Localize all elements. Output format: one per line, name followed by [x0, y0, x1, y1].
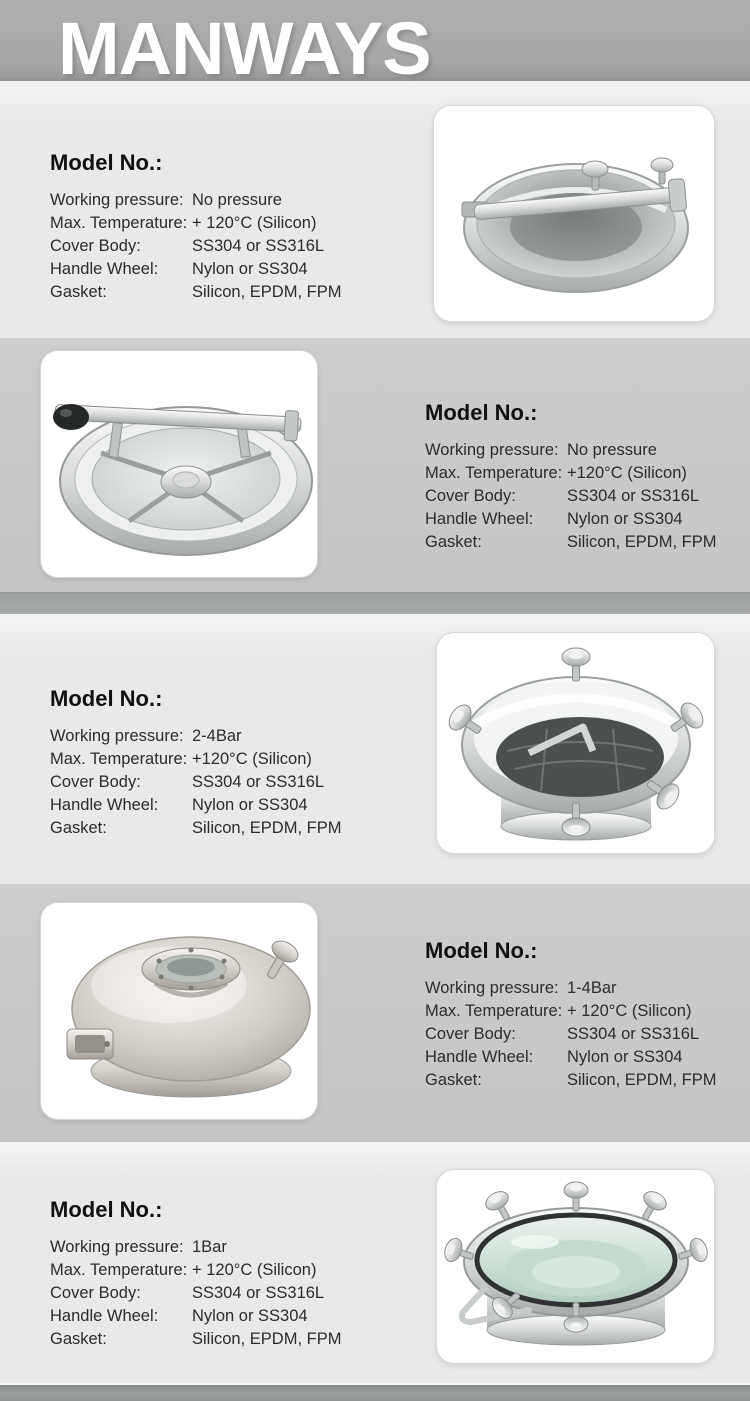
spec-label: Gasket: — [50, 1330, 107, 1348]
spec-label: Cover Body: — [50, 237, 141, 255]
model-no-heading: Model No.: — [50, 150, 163, 175]
spec-label: Cover Body: — [425, 1025, 516, 1043]
spec-label: Gasket: — [425, 533, 482, 551]
spec-value: SS304 or SS316L — [567, 1025, 700, 1043]
spec-label: Max. Temperature: — [425, 464, 563, 482]
spec-label: Cover Body: — [50, 1284, 141, 1302]
spec-label: Working pressure: — [425, 979, 559, 997]
spec-table — [50, 189, 341, 304]
spec-label: Handle Wheel: — [50, 1307, 159, 1325]
model-no-heading: Model No.: — [50, 686, 163, 711]
spec-label: Working pressure: — [425, 441, 559, 459]
round-manway-swing-arm-image — [434, 106, 714, 321]
spec-value: Silicon, EPDM, FPM — [567, 533, 717, 551]
glass-lid-manway-image — [437, 1170, 714, 1363]
spec-value: 2-4Bar — [192, 727, 242, 745]
footer-bar — [0, 1383, 750, 1401]
spec-label: Max. Temperature: — [50, 750, 188, 768]
spec-label: Working pressure: — [50, 191, 184, 209]
product-image-card — [40, 350, 318, 578]
spec-value: + 120°C (Silicon) — [567, 1002, 692, 1020]
spec-label: Max. Temperature: — [50, 214, 188, 232]
spec-label: Max. Temperature: — [50, 1261, 188, 1279]
spec-label: Handle Wheel: — [50, 796, 159, 814]
spec-value: No pressure — [192, 191, 282, 209]
spec-value: Nylon or SS304 — [192, 796, 308, 814]
product-image-card — [436, 1169, 715, 1364]
product-image-card — [433, 105, 715, 322]
spec-value: Silicon, EPDM, FPM — [192, 283, 342, 301]
model-no-heading: Model No.: — [425, 938, 538, 963]
spec-label: Gasket: — [50, 283, 107, 301]
spec-value: Silicon, EPDM, FPM — [567, 1071, 717, 1089]
spec-value: +120°C (Silicon) — [192, 750, 312, 768]
page-header — [0, 0, 750, 90]
product-section-2 — [0, 338, 750, 592]
product-specs — [50, 150, 341, 304]
product-section-4 — [0, 884, 750, 1144]
spec-value: + 120°C (Silicon) — [192, 214, 317, 232]
spec-table — [50, 725, 341, 840]
spec-label: Gasket: — [425, 1071, 482, 1089]
spec-label: Handle Wheel: — [425, 510, 534, 528]
product-section-5 — [0, 1142, 750, 1383]
spec-table — [425, 439, 716, 554]
product-section-3 — [0, 614, 750, 884]
product-image-card — [40, 902, 318, 1120]
product-specs — [50, 1197, 341, 1351]
spec-table — [425, 977, 716, 1092]
spec-value: Nylon or SS304 — [567, 1048, 683, 1066]
spec-value: No pressure — [567, 441, 657, 459]
spec-value: SS304 or SS316L — [192, 237, 325, 255]
spec-label: Max. Temperature: — [425, 1002, 563, 1020]
spec-value: 1Bar — [192, 1238, 227, 1256]
product-section-1 — [0, 80, 750, 338]
spec-value: Silicon, EPDM, FPM — [192, 1330, 342, 1348]
pressure-manway-wing-nuts-image — [437, 633, 714, 853]
page-title: MANWAYS — [58, 7, 431, 90]
spec-value: Silicon, EPDM, FPM — [192, 819, 342, 837]
spec-label: Working pressure: — [50, 1238, 184, 1256]
model-no-heading: Model No.: — [425, 400, 538, 425]
spec-value: SS304 or SS316L — [192, 773, 325, 791]
spec-label: Handle Wheel: — [425, 1048, 534, 1066]
spec-value: + 120°C (Silicon) — [192, 1261, 317, 1279]
product-specs — [50, 686, 341, 840]
product-specs — [425, 400, 716, 554]
product-specs — [425, 938, 716, 1092]
spec-value: Nylon or SS304 — [567, 510, 683, 528]
model-no-heading: Model No.: — [50, 1197, 163, 1222]
spec-table — [50, 1236, 341, 1351]
spec-value: 1-4Bar — [567, 979, 617, 997]
domed-manway-sight-glass-image — [41, 903, 317, 1119]
spec-label: Handle Wheel: — [50, 260, 159, 278]
spec-label: Gasket: — [50, 819, 107, 837]
manway-underside-spokes-image — [41, 351, 317, 577]
spec-label: Cover Body: — [50, 773, 141, 791]
spec-value: Nylon or SS304 — [192, 1307, 308, 1325]
spec-value: +120°C (Silicon) — [567, 464, 687, 482]
section-divider — [0, 592, 750, 615]
product-image-card — [436, 632, 715, 854]
spec-label: Working pressure: — [50, 727, 184, 745]
spec-value: SS304 or SS316L — [192, 1284, 325, 1302]
spec-value: Nylon or SS304 — [192, 260, 308, 278]
spec-value: SS304 or SS316L — [567, 487, 700, 505]
spec-label: Cover Body: — [425, 487, 516, 505]
